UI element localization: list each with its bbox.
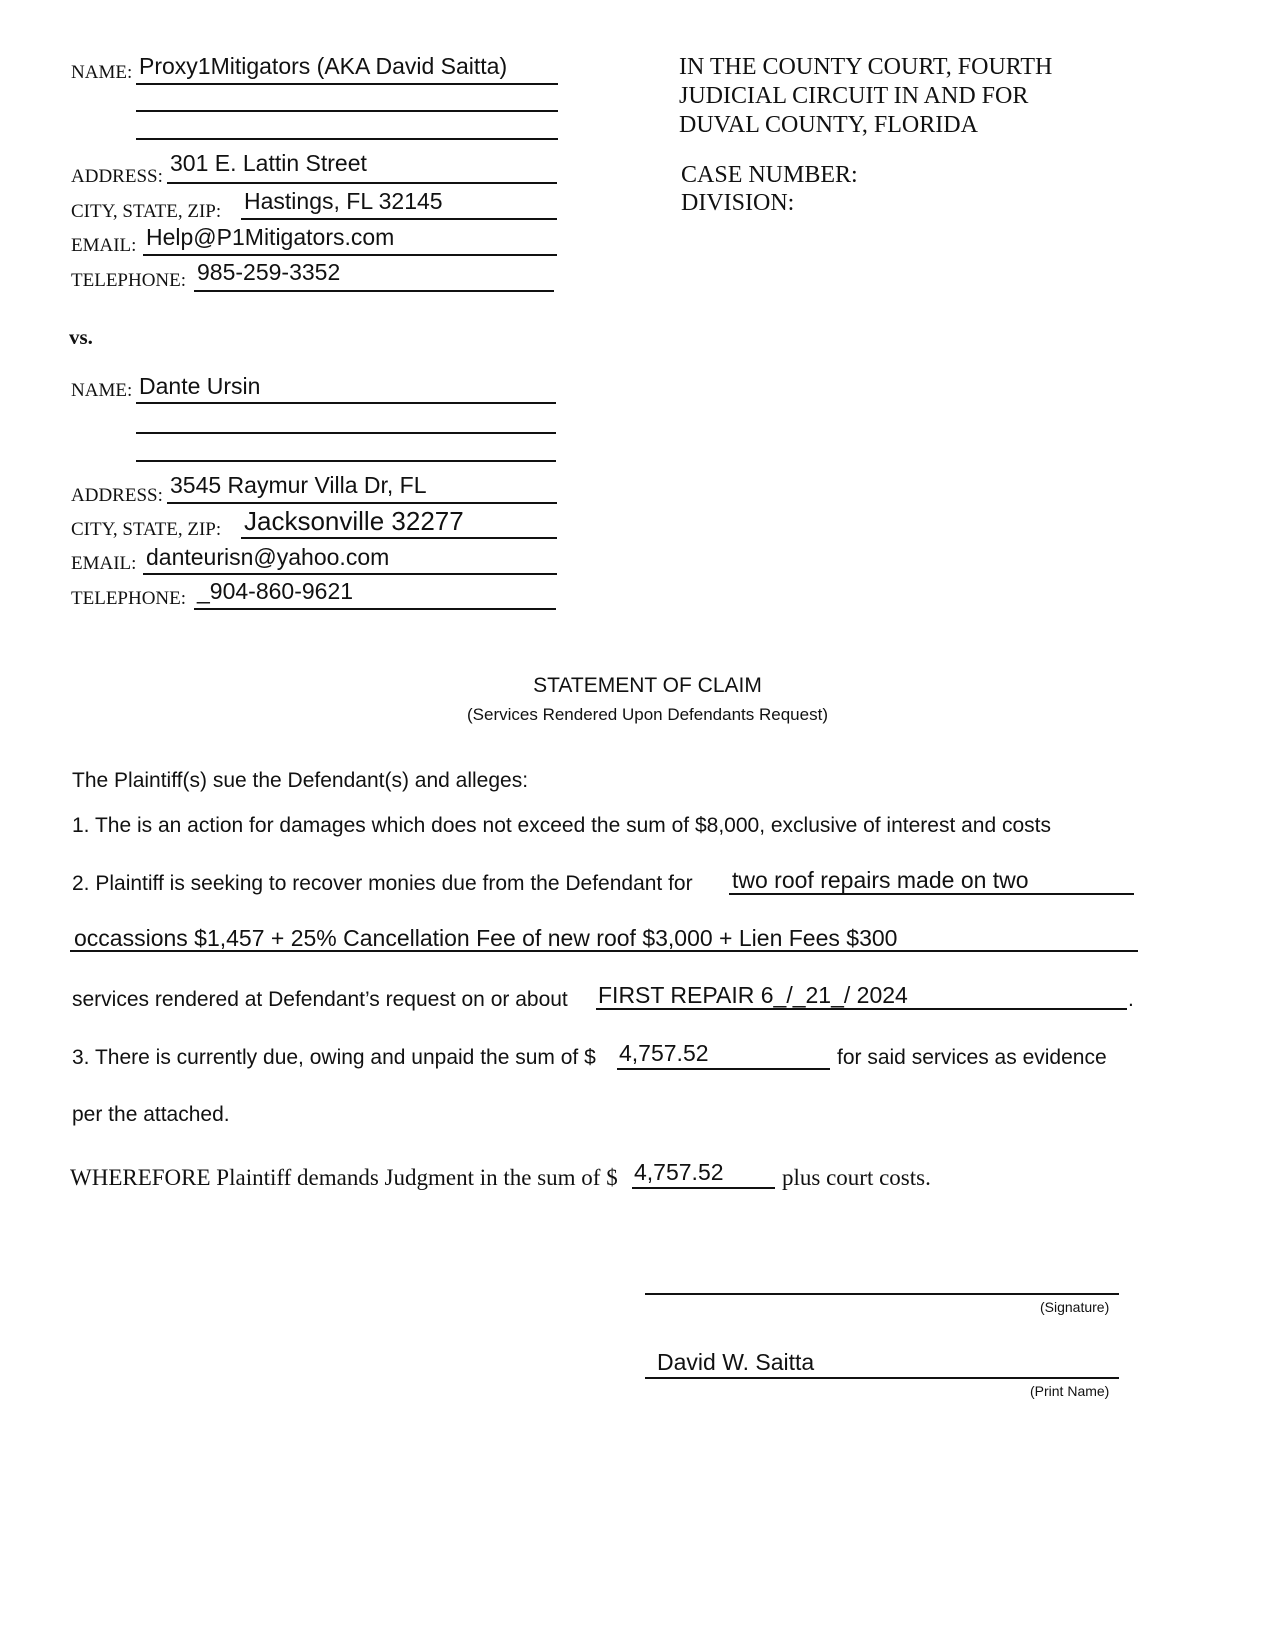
plaintiff-address-value: 301 E. Lattin Street bbox=[170, 150, 367, 176]
signature-line bbox=[645, 1293, 1119, 1295]
plaintiff-name-line-3 bbox=[136, 138, 558, 140]
statement-subtitle: (Services Rendered Upon Defendants Request) bbox=[467, 705, 828, 724]
claim-item-3-cont: per the attached. bbox=[72, 1103, 230, 1126]
plaintiff-address-line bbox=[167, 182, 557, 184]
defendant-name-value: Dante Ursin bbox=[139, 373, 261, 399]
services-prefix: services rendered at Defendant’s request on or about bbox=[72, 988, 568, 1011]
claim-item-2-line-2 bbox=[70, 950, 1138, 952]
defendant-name-label: NAME: bbox=[71, 380, 133, 401]
claim-item-3-amount: 4,757.52 bbox=[619, 1040, 709, 1066]
defendant-email-value: danteurisn@yahoo.com bbox=[146, 544, 390, 570]
defendant-address-line bbox=[167, 502, 557, 504]
services-date-line bbox=[596, 1008, 1127, 1010]
plaintiff-email-label: EMAIL: bbox=[71, 235, 137, 256]
print-name-line bbox=[645, 1377, 1119, 1379]
defendant-address-value: 3545 Raymur Villa Dr, FL bbox=[170, 472, 427, 498]
plaintiff-name-value: Proxy1Mitigators (AKA David Saitta) bbox=[139, 53, 508, 79]
defendant-phone-line bbox=[194, 608, 556, 610]
plaintiff-address-label: ADDRESS: bbox=[71, 166, 163, 187]
defendant-email-label: EMAIL: bbox=[71, 553, 137, 574]
claim-intro: The Plaintiff(s) sue the Defendant(s) and alleges: bbox=[72, 769, 529, 792]
claim-item-2-fill-1: two roof repairs made on two bbox=[732, 867, 1029, 893]
plaintiff-email-value: Help@P1Mitigators.com bbox=[146, 224, 395, 250]
defendant-city-label: CITY, STATE, ZIP: bbox=[71, 519, 222, 540]
plaintiff-city-line bbox=[241, 218, 557, 220]
defendant-phone-label: TELEPHONE: bbox=[71, 588, 187, 609]
versus-label: vs. bbox=[69, 325, 93, 349]
plaintiff-name-label: NAME: bbox=[71, 62, 133, 83]
defendant-email-line bbox=[143, 573, 557, 575]
signature-caption: (Signature) bbox=[1040, 1299, 1110, 1315]
claim-item-1: 1. The is an action for damages which does not exceed the sum of $8,000, exclusive of interest and costs bbox=[72, 814, 1052, 837]
services-period: . bbox=[1128, 988, 1134, 1011]
defendant-name-line-3 bbox=[136, 460, 556, 462]
wherefore-line bbox=[632, 1187, 775, 1189]
plaintiff-email-line bbox=[143, 254, 557, 256]
wherefore-amount: 4,757.52 bbox=[634, 1159, 724, 1185]
statement-title: STATEMENT OF CLAIM bbox=[533, 674, 762, 697]
defendant-city-value: Jacksonville 32277 bbox=[244, 506, 464, 536]
defendant-address-label: ADDRESS: bbox=[71, 485, 163, 506]
plaintiff-phone-value: 985-259-3352 bbox=[197, 259, 341, 285]
plaintiff-phone-line bbox=[194, 290, 554, 292]
division-label: DIVISION: bbox=[681, 190, 795, 216]
plaintiff-city-label: CITY, STATE, ZIP: bbox=[71, 201, 222, 222]
defendant-name-line bbox=[136, 402, 556, 404]
claim-item-2-fill-2: occassions $1,457 + 25% Cancellation Fee of new roof $3,000 + Lien Fees $300 bbox=[74, 925, 898, 951]
claim-item-3-line bbox=[617, 1068, 830, 1070]
plaintiff-phone-label: TELEPHONE: bbox=[71, 270, 187, 291]
claim-item-3-prefix: 3. There is currently due, owing and unpaid the sum of $ bbox=[72, 1046, 596, 1069]
claim-item-2-prefix: 2. Plaintiff is seeking to recover monies due from the Defendant for bbox=[72, 872, 693, 895]
court-heading: IN THE COUNTY COURT, FOURTH JUDICIAL CIRCUIT IN AND FOR DUVAL COUNTY, FLORIDA bbox=[679, 54, 1053, 138]
wherefore-suffix: plus court costs. bbox=[782, 1165, 931, 1190]
services-date-fill: FIRST REPAIR 6_/_21_/ 2024 bbox=[598, 982, 908, 1008]
claim-item-3-suffix: for said services as evidence bbox=[837, 1046, 1107, 1069]
claim-item-2-line-1 bbox=[729, 893, 1134, 895]
case-number-label: CASE NUMBER: bbox=[681, 162, 858, 188]
defendant-phone-value: _904-860-9621 bbox=[197, 578, 354, 604]
print-name-caption: (Print Name) bbox=[1030, 1383, 1110, 1399]
plaintiff-name-line bbox=[136, 83, 558, 85]
print-name-value: David W. Saitta bbox=[657, 1349, 815, 1375]
plaintiff-city-value: Hastings, FL 32145 bbox=[244, 188, 443, 214]
plaintiff-name-line-2 bbox=[136, 110, 558, 112]
defendant-name-line-2 bbox=[136, 432, 556, 434]
wherefore-prefix: WHEREFORE Plaintiff demands Judgment in the sum of $ bbox=[70, 1165, 618, 1190]
defendant-city-line bbox=[241, 537, 557, 539]
